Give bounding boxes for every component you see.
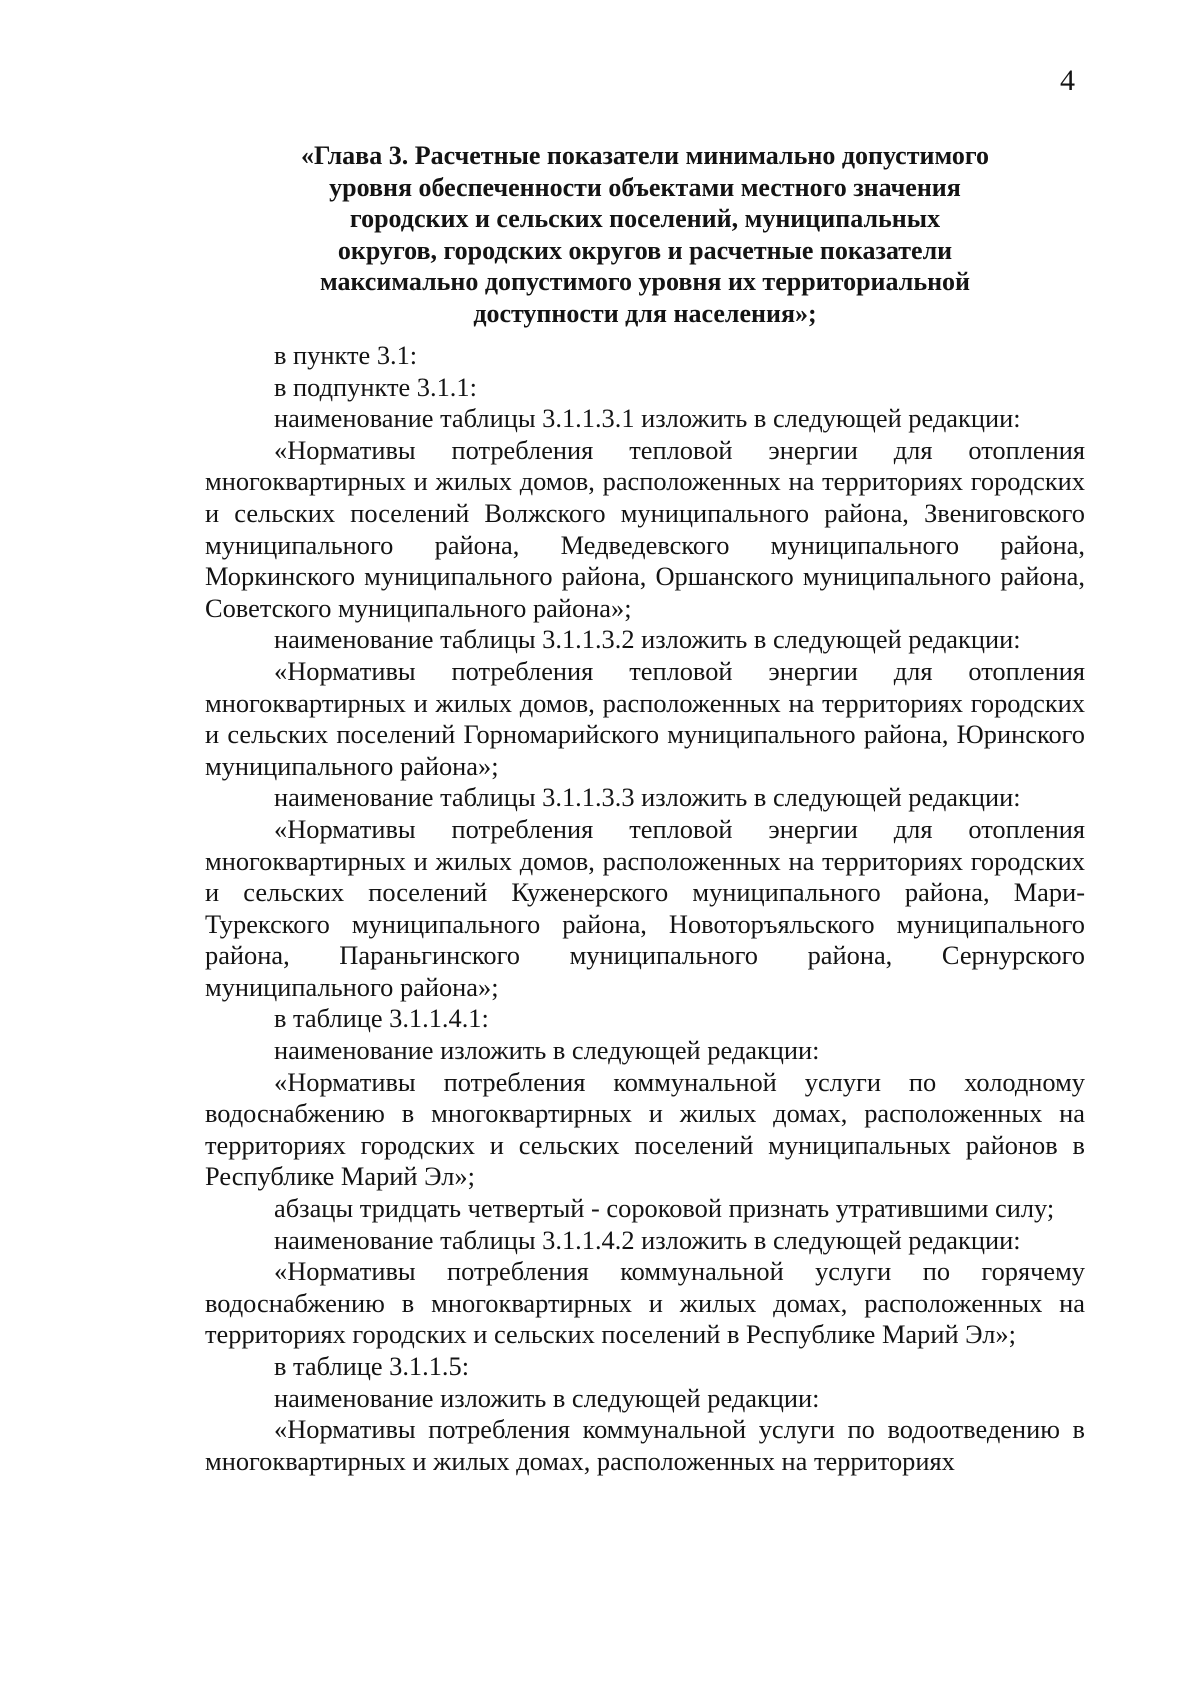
page-number: 4 <box>1060 64 1075 97</box>
paragraph: наименование изложить в следующей редакции: <box>274 1382 820 1413</box>
paragraph: «Нормативы потребления коммунальной услуги по горячему водоснабжению в многоквартирных и жилых домах, расположенных на территориях городских и сельских поселений в Республике Марий Эл»; <box>205 1256 1085 1350</box>
heading-line: округов, городских округов и расчетные показатели <box>337 235 953 265</box>
paragraph: абзацы тридцать четвертый - сороковой признать утратившими силу; <box>274 1193 1055 1224</box>
paragraph: наименование таблицы 3.1.1.4.2 изложить в следующей редакции: <box>274 1224 1021 1255</box>
paragraph: в таблице 3.1.1.4.1: <box>274 1003 489 1034</box>
heading-line: «Глава 3. Расчетные показатели минимально допустимого <box>300 141 990 170</box>
paragraph: наименование таблицы 3.1.1.3.3 изложить в следующей редакции: <box>274 782 1021 813</box>
paragraph: «Нормативы потребления тепловой энергии для отопления многоквартирных и жилых домов, расположенных на территориях городских и сельских поселений Горномарийского муниципального района, Юринского муниципального района»; <box>205 655 1085 781</box>
heading-line: доступности для населения»; <box>473 298 817 328</box>
paragraph: в пункте 3.1: <box>274 340 418 370</box>
paragraph: наименование изложить в следующей редакции: <box>274 1035 820 1066</box>
heading-line: максимально допустимого уровня их территориальной <box>319 267 971 297</box>
paragraph: наименование таблицы 3.1.1.3.1 изложить в следующей редакции: <box>274 403 1021 434</box>
paragraph: «Нормативы потребления коммунальной услуги по водоотведению в многоквартирных и жилых домах, расположенных на территориях <box>205 1414 1085 1476</box>
paragraph: наименование таблицы 3.1.1.3.2 изложить в следующей редакции: <box>274 624 1021 655</box>
paragraph: «Нормативы потребления коммунальной услуги по холодному водоснабжению в многоквартирных и жилых домах, расположенных на территориях городских и сельских поселений муниципальных районов в Республике Марий Эл»; <box>205 1066 1085 1192</box>
paragraph: «Нормативы потребления тепловой энергии для отопления многоквартирных и жилых домов, расположенных на территориях городских и сельских поселений Волжского муниципального района, Звениговского муниципального района, Медведевского муниципального района, Моркинского муниципального района, Оршанского муниципального района, Советского муниципального района»; <box>205 434 1085 623</box>
document-body <box>205 340 1085 1477</box>
paragraph: в таблице 3.1.1.5: <box>274 1351 470 1381</box>
paragraph: «Нормативы потребления тепловой энергии для отопления многоквартирных и жилых домов, расположенных на территориях городских и сельских поселений Куженерского муниципального района, Мари-Турекского муниципального района, Новоторъяльского муниципального района, Параньгинского муниципального района, Сернурского муниципального района»; <box>205 813 1085 1002</box>
heading-line: уровня обеспеченности объектами местного значения <box>329 172 961 202</box>
heading-line: городских и сельских поселений, муниципальных <box>349 204 941 234</box>
paragraph: в подпункте 3.1.1: <box>274 371 477 402</box>
chapter-heading <box>205 140 1085 330</box>
